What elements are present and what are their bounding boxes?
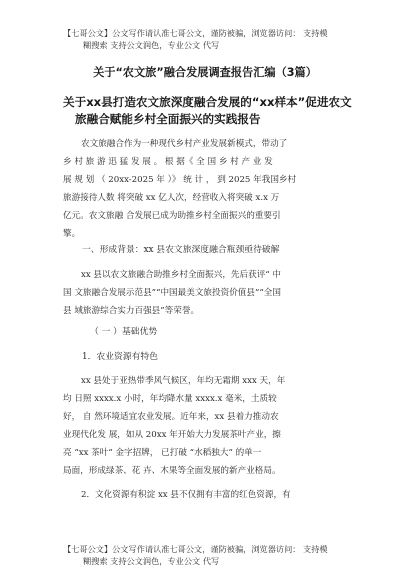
promo-banner-line: 【七哥公文】公文写作请认准七哥公文，谨防被骗，浏览器访问： 支持模 bbox=[63, 544, 328, 554]
paragraph-background bbox=[63, 266, 363, 320]
text-line: 县 域旅游综合实力百强县”等荣誉。 bbox=[63, 306, 200, 316]
text-line: 旅游接待人数 将突破 xx 亿人次，经营收入将突破 x.x 万 bbox=[63, 193, 280, 203]
text-line: xx 县处于亚热带季风气候区，年均无霜期 xxx 天，年 bbox=[81, 376, 286, 386]
promo-banner-bottom bbox=[63, 543, 363, 567]
text-line: 亿元。农文旅融 合发展已成为助推乡村全面振兴的重要引 bbox=[63, 211, 281, 221]
article-title-line: 旅融合赋能乡村全面振兴的实践报告 bbox=[75, 112, 261, 126]
subsection-heading: （ 一 ）基础优势 bbox=[90, 327, 158, 337]
section-heading: 一、形成背景：xx 县农文旅深度融合瓶颈亟待破解 bbox=[82, 245, 280, 255]
subsubsection-heading: 1．农业资源有特色 bbox=[82, 352, 158, 362]
text-line: 擎。 bbox=[63, 229, 81, 239]
text-line: 2．文化资源有积淀 xx 县不仅拥有丰富的红色资源，有 bbox=[81, 490, 291, 500]
text-line: 亮 “xx 茶叶” 金字招牌， 已打破 “水稻独大” 的单一 bbox=[63, 448, 262, 458]
paragraph-agriculture bbox=[63, 372, 363, 480]
paragraph-intro bbox=[63, 135, 363, 243]
promo-banner-line: 【七哥公文】公文写作请认准七哥公文，谨防被骗，浏览器访问： 支持模 bbox=[63, 28, 328, 38]
text-line: 业现代化发 展，如从 20xx 年开始大力发展茶叶产业，擦 bbox=[63, 430, 281, 440]
text-line: 局面，形成绿茶、花 卉、木果等全面发展的新产业格局。 bbox=[63, 466, 281, 476]
text-line: 展 规 划 （ 20xx-2025 年 ）》 统 计 ， 到 2025 年我国乡村 bbox=[63, 175, 297, 185]
promo-banner-line: 糊搜索 支持公文润色，专业公文 代写 bbox=[83, 40, 220, 50]
paragraph-culture bbox=[63, 486, 363, 504]
text-line: 好， 自 然环境适宜农业发展。近年来，xx 县着力推动农 bbox=[63, 412, 279, 422]
promo-banner-top bbox=[63, 27, 363, 51]
text-line: 农文旅融合作为一种现代乡村产业发展新模式，带动了 bbox=[81, 139, 288, 149]
text-line: 均 日照 xxxx.x 小时，年均降水量 xxxx.x 毫米，土质较 bbox=[63, 394, 277, 404]
article-title-line: 关于xx县打造农文旅深度融合发展的“xx样本”促进农文 bbox=[63, 95, 352, 109]
text-line: xx 县以农文旅融合助推乡村全面振兴，先后获评“ 中 bbox=[81, 270, 282, 280]
promo-banner-line: 糊搜索 支持公文润色，专业公文 代写 bbox=[83, 556, 220, 566]
document-title: 关于“农文旅”融合发展调查报告汇编（3篇） bbox=[93, 66, 317, 79]
text-line: 乡 村 旅 游 迅 猛 发 展 。 根 据《 全 国 乡 村 产 业 发 bbox=[63, 157, 273, 167]
text-line: 国 文旅融合发展示范县”“中国最美文旅投资价值县”“全国 bbox=[63, 288, 281, 298]
article-title bbox=[63, 94, 363, 128]
